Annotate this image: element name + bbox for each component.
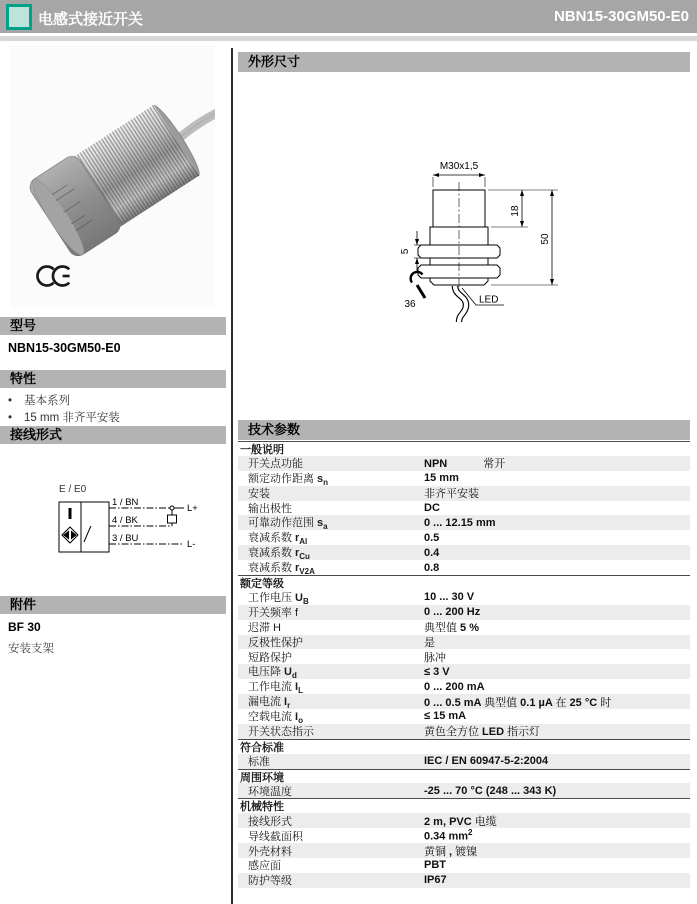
section-header-dimensions: 外形尺寸 [238, 52, 690, 72]
dim-5-label: 5 [400, 248, 411, 255]
param-label: 短路保护 [248, 651, 292, 664]
load-resistor-symbol [168, 515, 177, 523]
section-header-features: 特性 [0, 370, 226, 388]
table-param-row [238, 724, 690, 739]
switch-contact-symbol [84, 526, 91, 542]
param-label: 接线形式 [248, 815, 292, 828]
bullet-icon: • [8, 412, 13, 424]
table-param-row [238, 605, 690, 620]
led-label: LED [479, 294, 499, 306]
table-param-row [238, 843, 690, 858]
table-param-row [238, 679, 690, 694]
param-label: 衰减系数 $r_{V2A}$ [248, 561, 315, 577]
section-header-accessories: 附件 [0, 596, 226, 614]
page-title: 电感式接近开关 [38, 11, 144, 28]
param-value: 0 ... 200 mA [424, 680, 485, 693]
junction-node [170, 506, 174, 510]
param-value: 黄色全方位 LED 指示灯 [424, 726, 541, 739]
param-value: DC [424, 502, 440, 514]
param-value: 2 m, PVC 电缆 [424, 815, 497, 828]
param-value: 0.5 [424, 531, 440, 544]
pin-label: 3 / BU [112, 533, 139, 544]
param-label: 可靠动作范围 $s_a$ [248, 517, 328, 532]
table-param-row [238, 858, 690, 873]
table-param-row [238, 515, 690, 530]
table-param-row [238, 486, 690, 501]
param-value: 非齐平安装 [424, 488, 479, 501]
param-value: 0.4 [424, 546, 440, 559]
param-value: 0.8 [424, 561, 440, 574]
table-param-row [238, 530, 690, 545]
ce-mark-logo [36, 263, 76, 290]
param-value: 10 ... 30 V [424, 591, 475, 604]
param-value: 0 ... 0.5 mA 典型值 0.1 µA 在 25 °C 时 [424, 696, 612, 709]
section-header-model: 型号 [0, 317, 226, 335]
param-label: 开关点功能 [248, 458, 303, 471]
param-value: 0 ... 12.15 mm [424, 516, 496, 529]
param-value: PBT [424, 859, 446, 872]
table-section-label: 机械特性 [240, 801, 284, 814]
param-label: 工作电压 $U_B$ [248, 591, 309, 606]
param-label: 迟滞 H [248, 622, 281, 635]
table-param-row [238, 694, 690, 709]
param-label: 漏电流 $I_r$ [248, 696, 291, 711]
table-section-label: 周围环境 [240, 771, 284, 784]
wrench-size-label: 36 [404, 299, 416, 310]
param-value: 黄铜 , 镀镍 [424, 845, 478, 858]
wiring-diagram [24, 478, 214, 580]
table-param-row [238, 471, 690, 486]
table-section-label: 额定等级 [240, 577, 284, 590]
param-label: 额定动作距离 $s_n$ [248, 472, 329, 487]
table-param-row [238, 664, 690, 679]
table-section-row [238, 575, 690, 590]
dim-50-label: 50 [540, 233, 551, 245]
feature-text: 基本系列 [24, 395, 70, 407]
section-header-connection: 接线形式 [0, 426, 226, 444]
table-param-row [238, 620, 690, 635]
tech-table [238, 441, 690, 888]
param-label: 外壳材料 [248, 845, 292, 858]
table-param-row [238, 635, 690, 650]
param-label: 输出极性 [248, 503, 292, 516]
header-part-number: NBN15-30GM50-E0 [553, 8, 689, 25]
model-number: NBN15-30GM50-E0 [8, 341, 121, 355]
param-label: 导线截面积 [248, 830, 303, 843]
param-label: 感应面 [248, 860, 281, 873]
dim-18-label: 18 [510, 205, 521, 217]
param-value: NPN 常开 [424, 458, 506, 471]
param-value-secondary: 常开 [483, 458, 506, 471]
table-section-row [238, 769, 690, 784]
table-section-row [238, 798, 690, 813]
param-label: 电压降 $U_d$ [248, 666, 297, 681]
dimension-drawing [330, 155, 630, 325]
table-section-row [238, 739, 690, 754]
table-param-row [238, 545, 690, 560]
accessory-model: BF 30 [8, 620, 41, 634]
table-param-row [238, 783, 690, 798]
param-value: -25 ... 70 °C (248 ... 343 K) [424, 784, 557, 797]
table-param-row [238, 709, 690, 724]
param-value: IEC / EN 60947-5-2:2004 [424, 755, 549, 768]
table-param-row [238, 754, 690, 769]
param-label: 环境温度 [248, 785, 292, 798]
param-label: 防护等级 [248, 875, 292, 888]
thread-size-label: M30x1,5 [439, 161, 479, 172]
page-header [0, 0, 697, 33]
wiring-type-label: E / E0 [59, 484, 87, 495]
column-divider [231, 48, 233, 904]
table-param-row [238, 813, 690, 828]
table-param-row [238, 828, 690, 843]
table-section-label: 一般说明 [240, 443, 284, 456]
param-value: 脉冲 [424, 651, 446, 664]
param-value: 15 mm [424, 472, 459, 485]
inductive-sensor-symbol [62, 527, 78, 543]
param-label: 标准 [248, 756, 270, 769]
bullet-icon: • [8, 395, 13, 407]
param-value: 是 [424, 637, 435, 650]
param-label: 空载电流 $I_o$ [248, 710, 303, 726]
table-param-row [238, 873, 690, 888]
terminal-label: L- [187, 539, 196, 550]
brand-square-icon [6, 4, 32, 30]
pin-label: 4 / BK [112, 515, 138, 526]
feature-item [8, 409, 120, 425]
feature-item [8, 392, 70, 408]
table-section-row [238, 441, 690, 456]
pin-label: 1 / BN [112, 497, 139, 508]
table-param-row [238, 590, 690, 605]
param-label: 开关状态指示 [248, 726, 314, 739]
param-label: 反极性保护 [248, 637, 303, 650]
feature-text: 15 mm 非齐平安装 [24, 412, 120, 424]
header-divider-strip [0, 36, 697, 41]
section-header-tech: 技术参数 [238, 420, 690, 440]
param-value: 0 ... 200 Hz [424, 606, 481, 619]
table-param-row [238, 560, 690, 575]
param-value: 0.34 $mm^2$ [424, 828, 473, 843]
table-param-row [238, 649, 690, 664]
param-value: ≤ 15 mA [424, 710, 467, 723]
param-value: ≤ 3 V [424, 665, 450, 678]
terminal-label: L+ [187, 503, 198, 514]
param-value: IP67 [424, 874, 447, 887]
table-section-label: 符合标准 [240, 741, 284, 754]
param-label: 衰减系数 $r_{Al}$ [248, 532, 308, 547]
param-label: 衰减系数 $r_{Cu}$ [248, 547, 310, 562]
param-label: 开关频率 f [248, 607, 299, 620]
param-label: 工作电流 $I_L$ [248, 681, 303, 696]
accessory-description: 安装支架 [8, 643, 54, 655]
param-label: 安装 [248, 488, 270, 501]
table-param-row [238, 456, 690, 471]
table-param-row [238, 501, 690, 516]
param-value: 典型值 5 % [424, 622, 480, 635]
